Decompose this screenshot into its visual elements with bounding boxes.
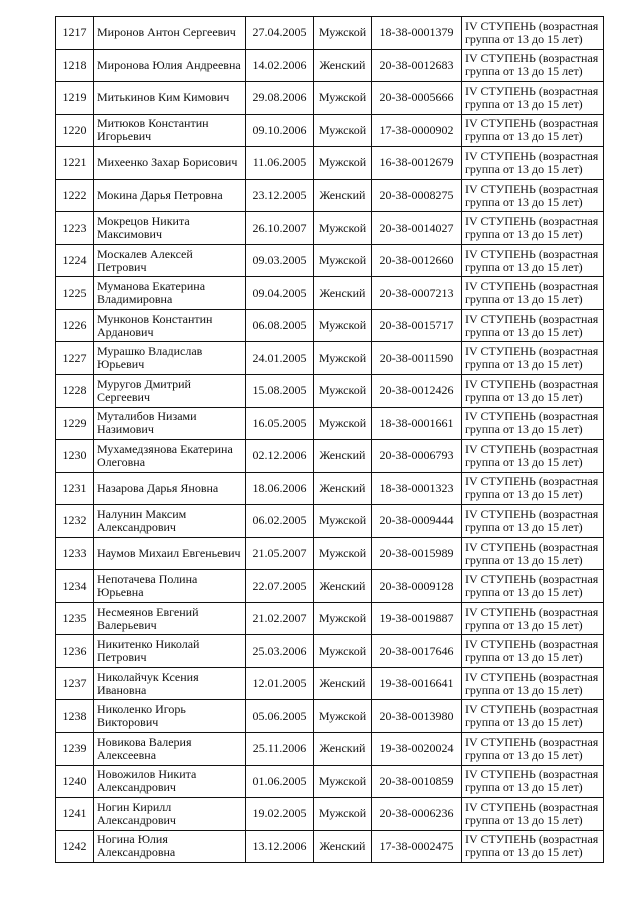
table-row [56, 830, 604, 863]
age-group-cell: IV СТУПЕНЬ (возрастная группа от 13 до 15 лет) [462, 407, 604, 440]
uin-number-cell: 20-38-0006793 [372, 440, 462, 473]
row-number-cell: 1226 [56, 309, 94, 342]
birth-date-cell: 05.06.2005 [246, 700, 314, 733]
birth-date-cell: 18.06.2006 [246, 472, 314, 505]
birth-date-cell: 26.10.2007 [246, 212, 314, 245]
participants-table [55, 16, 604, 863]
row-number-cell: 1225 [56, 277, 94, 310]
row-number-cell: 1223 [56, 212, 94, 245]
gender-cell: Мужской [314, 765, 372, 798]
row-number-cell: 1241 [56, 798, 94, 831]
uin-number-cell: 20-38-0012683 [372, 49, 462, 82]
row-number-cell: 1230 [56, 440, 94, 473]
birth-date-cell: 19.02.2005 [246, 798, 314, 831]
row-number-cell: 1239 [56, 733, 94, 766]
table-row [56, 82, 604, 115]
row-number-cell: 1219 [56, 82, 94, 115]
row-number-cell: 1227 [56, 342, 94, 375]
full-name-cell: Муталибов Низами Назимович [94, 407, 246, 440]
full-name-cell: Мурашко Владислав Юрьевич [94, 342, 246, 375]
full-name-cell: Наумов Михаил Евгеньевич [94, 537, 246, 570]
age-group-cell: IV СТУПЕНЬ (возрастная группа от 13 до 15 лет) [462, 277, 604, 310]
full-name-cell: Мокрецов Никита Максимович [94, 212, 246, 245]
uin-number-cell: 20-38-0008275 [372, 179, 462, 212]
full-name-cell: Несмеянов Евгений Валерьевич [94, 602, 246, 635]
uin-number-cell: 20-38-0017646 [372, 635, 462, 668]
uin-number-cell: 20-38-0007213 [372, 277, 462, 310]
full-name-cell: Мокина Дарья Петровна [94, 179, 246, 212]
gender-cell: Мужской [314, 342, 372, 375]
gender-cell: Мужской [314, 602, 372, 635]
birth-date-cell: 09.03.2005 [246, 244, 314, 277]
gender-cell: Женский [314, 277, 372, 310]
gender-cell: Мужской [314, 147, 372, 180]
gender-cell: Мужской [314, 309, 372, 342]
row-number-cell: 1240 [56, 765, 94, 798]
age-group-cell: IV СТУПЕНЬ (возрастная группа от 13 до 15 лет) [462, 342, 604, 375]
uin-number-cell: 19-38-0019887 [372, 602, 462, 635]
birth-date-cell: 12.01.2005 [246, 667, 314, 700]
age-group-cell: IV СТУПЕНЬ (возрастная группа от 13 до 15 лет) [462, 830, 604, 863]
full-name-cell: Москалев Алексей Петрович [94, 244, 246, 277]
row-number-cell: 1236 [56, 635, 94, 668]
table-row [56, 179, 604, 212]
age-group-cell: IV СТУПЕНЬ (возрастная группа от 13 до 15 лет) [462, 179, 604, 212]
row-number-cell: 1232 [56, 505, 94, 538]
birth-date-cell: 25.03.2006 [246, 635, 314, 668]
row-number-cell: 1235 [56, 602, 94, 635]
row-number-cell: 1237 [56, 667, 94, 700]
row-number-cell: 1221 [56, 147, 94, 180]
table-row [56, 309, 604, 342]
gender-cell: Мужской [314, 635, 372, 668]
table-row [56, 537, 604, 570]
table-row [56, 407, 604, 440]
age-group-cell: IV СТУПЕНЬ (возрастная группа от 13 до 15 лет) [462, 309, 604, 342]
full-name-cell: Михеенко Захар Борисович [94, 147, 246, 180]
row-number-cell: 1220 [56, 114, 94, 147]
birth-date-cell: 09.04.2005 [246, 277, 314, 310]
birth-date-cell: 24.01.2005 [246, 342, 314, 375]
age-group-cell: IV СТУПЕНЬ (возрастная группа от 13 до 15 лет) [462, 570, 604, 603]
age-group-cell: IV СТУПЕНЬ (возрастная группа от 13 до 15 лет) [462, 798, 604, 831]
birth-date-cell: 11.06.2005 [246, 147, 314, 180]
age-group-cell: IV СТУПЕНЬ (возрастная группа от 13 до 15 лет) [462, 17, 604, 50]
age-group-cell: IV СТУПЕНЬ (возрастная группа от 13 до 15 лет) [462, 375, 604, 408]
full-name-cell: Назарова Дарья Яновна [94, 472, 246, 505]
birth-date-cell: 25.11.2006 [246, 733, 314, 766]
birth-date-cell: 06.02.2005 [246, 505, 314, 538]
row-number-cell: 1224 [56, 244, 94, 277]
full-name-cell: Ногин Кирилл Александрович [94, 798, 246, 831]
full-name-cell: Новожилов Никита Александрович [94, 765, 246, 798]
row-number-cell: 1233 [56, 537, 94, 570]
table-row [56, 798, 604, 831]
uin-number-cell: 20-38-0009444 [372, 505, 462, 538]
birth-date-cell: 15.08.2005 [246, 375, 314, 408]
gender-cell: Женский [314, 830, 372, 863]
row-number-cell: 1234 [56, 570, 94, 603]
full-name-cell: Митюков Константин Игорьевич [94, 114, 246, 147]
row-number-cell: 1218 [56, 49, 94, 82]
table-row [56, 765, 604, 798]
table-row [56, 635, 604, 668]
age-group-cell: IV СТУПЕНЬ (возрастная группа от 13 до 15 лет) [462, 114, 604, 147]
full-name-cell: Муругов Дмитрий Сергеевич [94, 375, 246, 408]
uin-number-cell: 20-38-0005666 [372, 82, 462, 115]
uin-number-cell: 19-38-0016641 [372, 667, 462, 700]
age-group-cell: IV СТУПЕНЬ (возрастная группа от 13 до 15 лет) [462, 700, 604, 733]
table-row [56, 570, 604, 603]
table-row [56, 212, 604, 245]
full-name-cell: Миронов Антон Сергеевич [94, 17, 246, 50]
age-group-cell: IV СТУПЕНЬ (возрастная группа от 13 до 15 лет) [462, 82, 604, 115]
age-group-cell: IV СТУПЕНЬ (возрастная группа от 13 до 15 лет) [462, 635, 604, 668]
row-number-cell: 1217 [56, 17, 94, 50]
birth-date-cell: 29.08.2006 [246, 82, 314, 115]
full-name-cell: Муманова Екатерина Владимировна [94, 277, 246, 310]
birth-date-cell: 22.07.2005 [246, 570, 314, 603]
row-number-cell: 1229 [56, 407, 94, 440]
age-group-cell: IV СТУПЕНЬ (возрастная группа от 13 до 15 лет) [462, 505, 604, 538]
table-row [56, 147, 604, 180]
table-row [56, 17, 604, 50]
row-number-cell: 1238 [56, 700, 94, 733]
age-group-cell: IV СТУПЕНЬ (возрастная группа от 13 до 15 лет) [462, 440, 604, 473]
gender-cell: Мужской [314, 17, 372, 50]
gender-cell: Мужской [314, 798, 372, 831]
age-group-cell: IV СТУПЕНЬ (возрастная группа от 13 до 15 лет) [462, 212, 604, 245]
age-group-cell: IV СТУПЕНЬ (возрастная группа от 13 до 15 лет) [462, 602, 604, 635]
full-name-cell: Налунин Максим Александрович [94, 505, 246, 538]
birth-date-cell: 27.04.2005 [246, 17, 314, 50]
birth-date-cell: 06.08.2005 [246, 309, 314, 342]
table-row [56, 505, 604, 538]
birth-date-cell: 09.10.2006 [246, 114, 314, 147]
full-name-cell: Непотачева Полина Юрьевна [94, 570, 246, 603]
uin-number-cell: 20-38-0014027 [372, 212, 462, 245]
uin-number-cell: 18-38-0001661 [372, 407, 462, 440]
table-row [56, 733, 604, 766]
full-name-cell: Николайчук Ксения Ивановна [94, 667, 246, 700]
birth-date-cell: 23.12.2005 [246, 179, 314, 212]
gender-cell: Мужской [314, 407, 372, 440]
birth-date-cell: 14.02.2006 [246, 49, 314, 82]
full-name-cell: Мухамедзянова Екатерина Олеговна [94, 440, 246, 473]
uin-number-cell: 20-38-0011590 [372, 342, 462, 375]
uin-number-cell: 20-38-0009128 [372, 570, 462, 603]
table-row [56, 700, 604, 733]
birth-date-cell: 02.12.2006 [246, 440, 314, 473]
table-row [56, 342, 604, 375]
table-row [56, 244, 604, 277]
row-number-cell: 1222 [56, 179, 94, 212]
full-name-cell: Митькинов Ким Кимович [94, 82, 246, 115]
full-name-cell: Мунконов Константин Арданович [94, 309, 246, 342]
table-row [56, 49, 604, 82]
gender-cell: Мужской [314, 82, 372, 115]
table-row [56, 602, 604, 635]
gender-cell: Женский [314, 440, 372, 473]
full-name-cell: Миронова Юлия Андреевна [94, 49, 246, 82]
table-row [56, 472, 604, 505]
uin-number-cell: 20-38-0015989 [372, 537, 462, 570]
table-row [56, 667, 604, 700]
uin-number-cell: 20-38-0012426 [372, 375, 462, 408]
age-group-cell: IV СТУПЕНЬ (возрастная группа от 13 до 15 лет) [462, 537, 604, 570]
uin-number-cell: 19-38-0020024 [372, 733, 462, 766]
gender-cell: Женский [314, 472, 372, 505]
gender-cell: Мужской [314, 700, 372, 733]
uin-number-cell: 20-38-0010859 [372, 765, 462, 798]
uin-number-cell: 20-38-0015717 [372, 309, 462, 342]
uin-number-cell: 20-38-0013980 [372, 700, 462, 733]
age-group-cell: IV СТУПЕНЬ (возрастная группа от 13 до 15 лет) [462, 49, 604, 82]
birth-date-cell: 21.05.2007 [246, 537, 314, 570]
uin-number-cell: 17-38-0002475 [372, 830, 462, 863]
birth-date-cell: 16.05.2005 [246, 407, 314, 440]
age-group-cell: IV СТУПЕНЬ (возрастная группа от 13 до 15 лет) [462, 667, 604, 700]
gender-cell: Женский [314, 179, 372, 212]
gender-cell: Мужской [314, 375, 372, 408]
age-group-cell: IV СТУПЕНЬ (возрастная группа от 13 до 15 лет) [462, 472, 604, 505]
table-row [56, 277, 604, 310]
table-row [56, 114, 604, 147]
gender-cell: Женский [314, 733, 372, 766]
gender-cell: Мужской [314, 114, 372, 147]
row-number-cell: 1228 [56, 375, 94, 408]
full-name-cell: Ногина Юлия Александровна [94, 830, 246, 863]
gender-cell: Женский [314, 49, 372, 82]
uin-number-cell: 17-38-0000902 [372, 114, 462, 147]
table-row [56, 440, 604, 473]
gender-cell: Мужской [314, 537, 372, 570]
row-number-cell: 1231 [56, 472, 94, 505]
uin-number-cell: 18-38-0001379 [372, 17, 462, 50]
uin-number-cell: 20-38-0006236 [372, 798, 462, 831]
uin-number-cell: 16-38-0012679 [372, 147, 462, 180]
full-name-cell: Новикова Валерия Алексеевна [94, 733, 246, 766]
uin-number-cell: 20-38-0012660 [372, 244, 462, 277]
table-row [56, 375, 604, 408]
gender-cell: Женский [314, 570, 372, 603]
age-group-cell: IV СТУПЕНЬ (возрастная группа от 13 до 15 лет) [462, 244, 604, 277]
table-body [56, 17, 604, 863]
birth-date-cell: 01.06.2005 [246, 765, 314, 798]
age-group-cell: IV СТУПЕНЬ (возрастная группа от 13 до 15 лет) [462, 765, 604, 798]
birth-date-cell: 13.12.2006 [246, 830, 314, 863]
age-group-cell: IV СТУПЕНЬ (возрастная группа от 13 до 15 лет) [462, 733, 604, 766]
full-name-cell: Николенко Игорь Викторович [94, 700, 246, 733]
gender-cell: Женский [314, 667, 372, 700]
row-number-cell: 1242 [56, 830, 94, 863]
gender-cell: Мужской [314, 212, 372, 245]
full-name-cell: Никитенко Николай Петрович [94, 635, 246, 668]
birth-date-cell: 21.02.2007 [246, 602, 314, 635]
age-group-cell: IV СТУПЕНЬ (возрастная группа от 13 до 15 лет) [462, 147, 604, 180]
gender-cell: Мужской [314, 244, 372, 277]
uin-number-cell: 18-38-0001323 [372, 472, 462, 505]
gender-cell: Мужской [314, 505, 372, 538]
